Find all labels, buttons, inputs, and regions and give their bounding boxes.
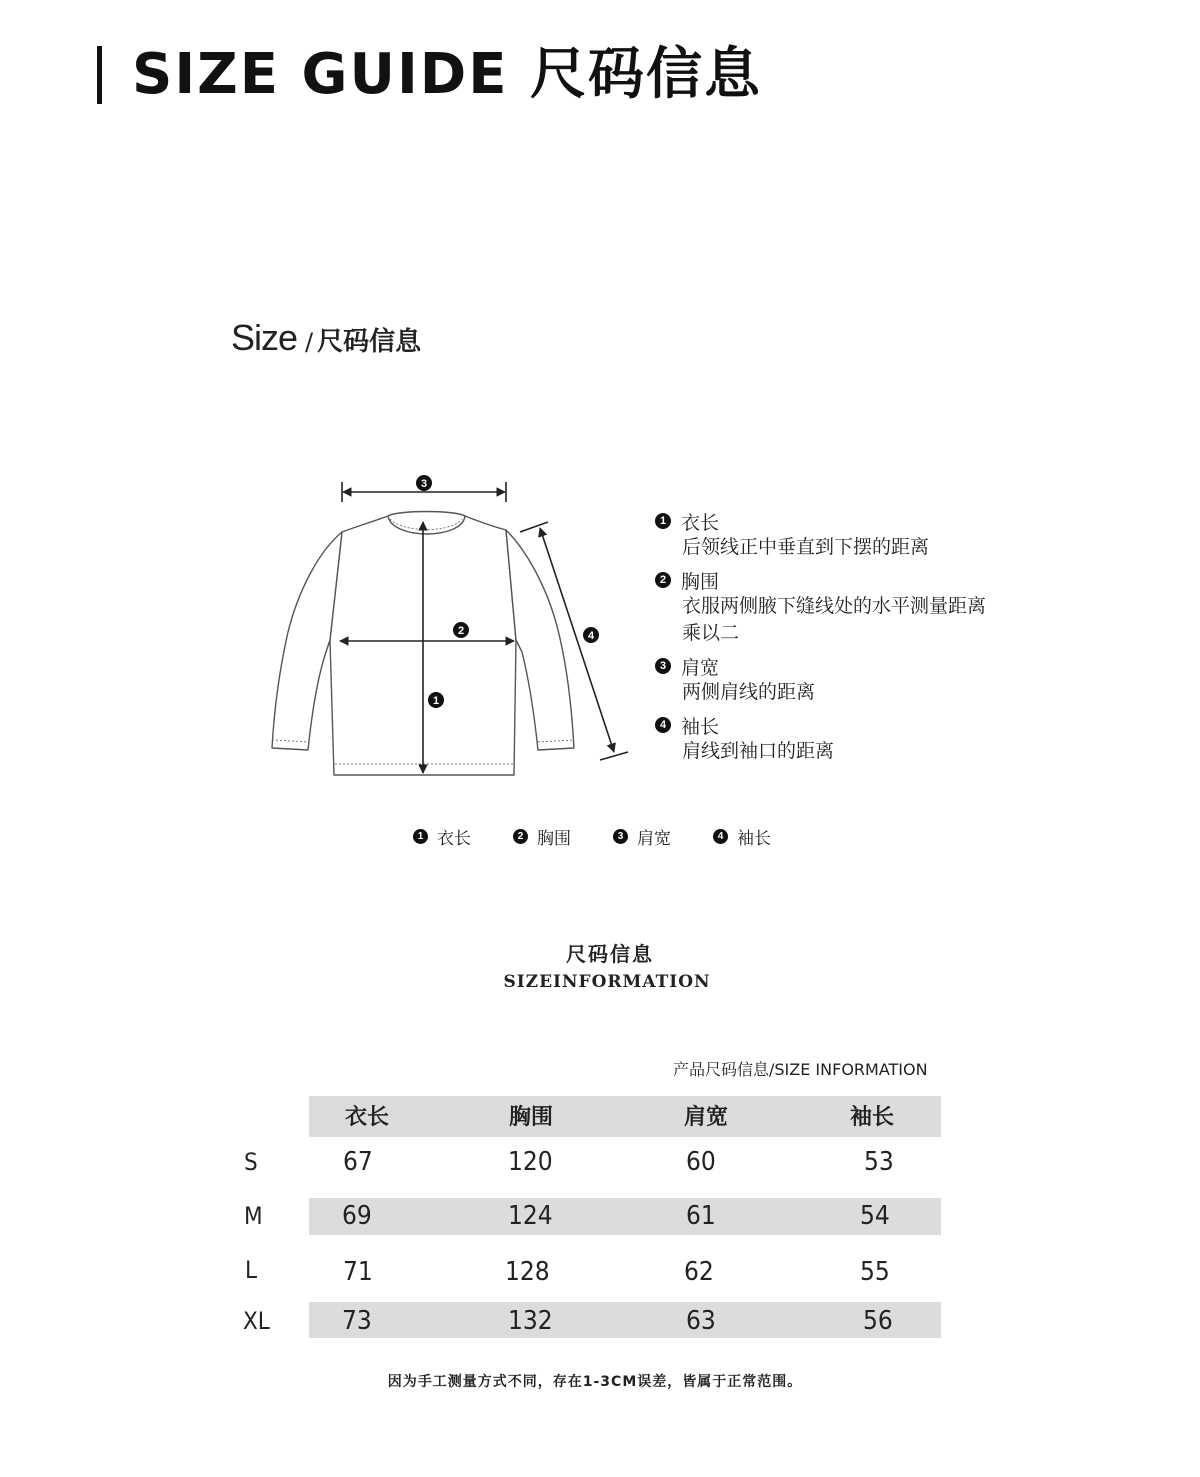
table-header-cell: 袖长 [850,1105,895,1130]
size-label: S [244,1148,258,1176]
legend-label: 衣长 [437,829,471,849]
table-cell: 53 [864,1147,894,1177]
table-caption: 产品尺码信息/SIZE INFORMATION [673,1060,928,1079]
legend-label: 肩宽 [637,829,671,849]
legend-number: 4 [713,829,728,844]
diagram-marker-3: 3 [420,478,428,490]
legend-number: 1 [413,829,428,844]
sweater-right-sleeve [506,530,574,750]
description-text: 肩线到袖口的距离 [682,740,835,762]
table-cell: 55 [860,1257,890,1287]
legend-item [713,824,771,849]
table-cell: 120 [508,1147,553,1177]
page-title: SIZE GUIDE 尺码信息 [132,42,763,107]
table-header-cell: 胸围 [509,1105,554,1130]
size-label: L [245,1256,258,1284]
description-title: 衣长 [681,511,720,534]
table-cell: 56 [863,1306,893,1336]
description-item-chest [655,567,1055,647]
table-cell: 67 [343,1147,373,1177]
description-text: 后领线正中垂直到下摆的距离 [682,536,930,558]
table-cell: 61 [686,1201,716,1231]
table-cell: 73 [342,1306,372,1336]
size-heading-en: Size [231,317,298,358]
table-cell: 69 [342,1201,372,1231]
description-title: 胸围 [681,570,720,593]
measurement-legend [413,824,771,849]
table-row-band [309,1198,941,1235]
header-accent-bar [97,46,102,104]
table-cell: 124 [508,1201,553,1231]
size-heading-separator: / [305,328,314,356]
legend-item [513,824,571,849]
measurement-note: 因为手工测量方式不同，存在1-3CM误差，皆属于正常范围。 [387,1374,803,1390]
description-item-shoulder [655,653,1055,706]
table-cell: 60 [686,1147,716,1177]
description-item-sleeve [655,712,1055,765]
table-cell: 132 [508,1306,553,1336]
size-heading-zh: 尺码信息 [317,327,422,357]
description-number: 2 [655,572,671,588]
description-number: 1 [655,513,671,529]
table-row-band [309,1302,941,1338]
size-label: XL [243,1307,270,1335]
table-cell: 54 [860,1201,890,1231]
table-cell: 71 [343,1257,373,1287]
table-header-cell: 肩宽 [684,1105,729,1130]
sweater-measurement-diagram [260,470,640,790]
size-label: M [244,1202,263,1230]
legend-label: 胸围 [537,829,571,849]
description-title: 袖长 [681,715,720,738]
description-text: 衣服两侧腋下缝线处的水平测量距离 [682,595,987,617]
description-title: 肩宽 [681,656,720,679]
legend-label: 袖长 [737,829,771,849]
description-number: 4 [655,717,671,733]
section-title-zh: 尺码信息 [566,942,654,966]
description-text: 两侧肩线的距离 [682,681,816,703]
section-title-en: SIZEINFORMATION [503,972,711,992]
measurement-descriptions [655,508,1055,771]
legend-number: 2 [513,829,528,844]
table-cell: 63 [686,1306,716,1336]
description-text: 乘以二 [682,622,740,644]
size-heading [231,316,421,367]
table-cell: 128 [505,1257,550,1287]
diagram-marker-1: 1 [432,695,440,707]
description-item-length [655,508,1055,561]
description-number: 3 [655,658,671,674]
legend-item [413,824,471,849]
diagram-marker-2: 2 [457,625,465,637]
legend-item [613,824,671,849]
table-header-band [309,1096,941,1137]
legend-number: 3 [613,829,628,844]
diagram-marker-4: 4 [587,630,595,642]
table-cell: 62 [684,1257,714,1287]
table-header-cell: 衣长 [345,1105,390,1130]
